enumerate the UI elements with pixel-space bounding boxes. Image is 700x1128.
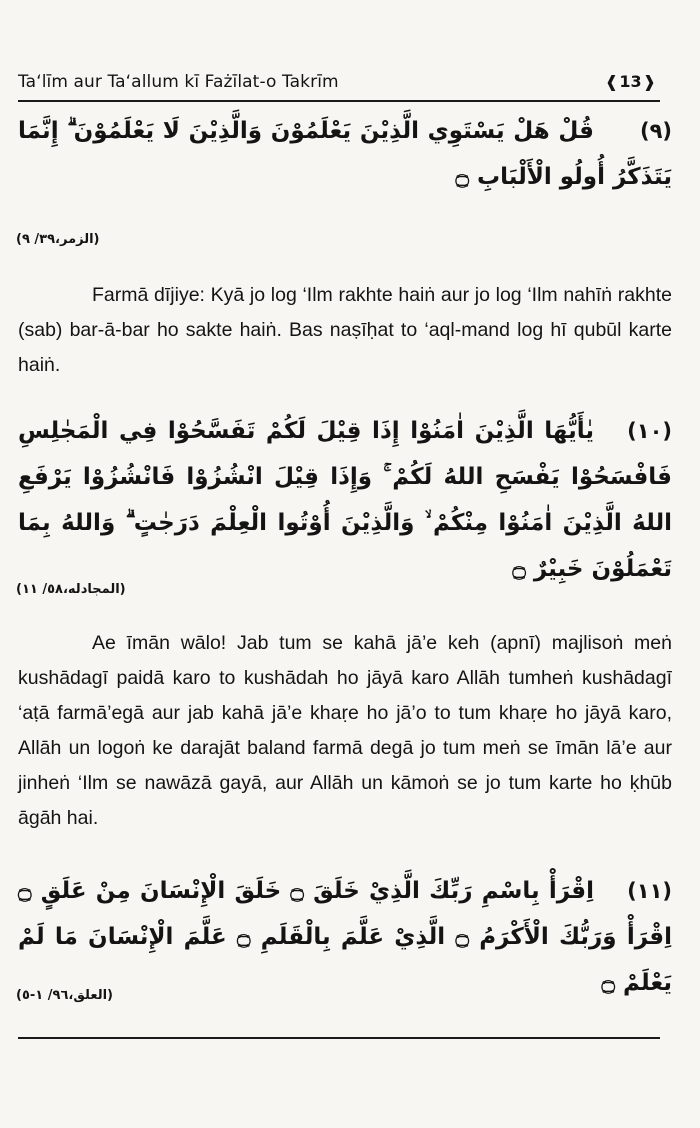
footer-rule bbox=[18, 1037, 660, 1039]
arabic-verse-11 bbox=[18, 868, 672, 1006]
verse-number-9: (٩) bbox=[639, 119, 672, 143]
verse-reference-9: (الزمر،٣٩/ ٩) bbox=[16, 232, 100, 247]
running-title: Ta‘līm aur Ta‘allum kī Fażīlat-o Takrīm bbox=[18, 72, 339, 92]
translation-9: Farmā dījiye: Kyā jo log ‘Ilm rakhte haiṅ aur jo log ‘Ilm nahīṅ rakhte (sab) bar-ā-bar ho sakte haiṅ. Bas naṣīḥat to ‘aql-mand log hī qubūl karte haiṅ. bbox=[18, 284, 672, 376]
page-header bbox=[18, 70, 660, 102]
page-number: ❰ 13 ❱ bbox=[605, 72, 656, 91]
arabic-text-10: يٰأَيُّهَا الَّذِيْنَ اٰمَنُوْا إِذَا قِيْلَ لَكُمْ تَفَسَّحُوْا فِي الْمَجٰلِسِ فَافْسَحُوْا يَفْسَحِ اللهُ لَكُمْ ۚ وَإِذَا قِيْلَ انْشُزُوْا فَانْشُزُوْا يَرْفَعِ اللهُ الَّذِيْنَ اٰمَنُوْا مِنْكُمْ ۙ وَالَّذِيْنَ أُوْتُوا الْعِلْمَ دَرَجٰتٍ ۗ وَاللهُ بِمَا تَعْمَلُوْنَ خَبِيْرٌ ۝ bbox=[18, 418, 672, 582]
arabic-text-9: قُلْ هَلْ يَسْتَوِي الَّذِيْنَ يَعْلَمُوْنَ وَالَّذِيْنَ لَا يَعْلَمُوْنَ ۗ إِنَّمَا يَتَذَكَّرُ أُولُو الْأَلْبَابِ ۝ bbox=[18, 118, 672, 190]
verse-reference-10: (المجادله،٥٨/ ١١) bbox=[16, 582, 126, 597]
arabic-text-11: اِقْرَأْ بِاسْمِ رَبِّكَ الَّذِيْ خَلَقَ ۝ خَلَقَ الْإِنْسَانَ مِنْ عَلَقٍ ۝ اِقْرَأْ وَرَبُّكَ الْأَكْرَمُ ۝ الَّذِيْ عَلَّمَ بِالْقَلَمِ ۝ عَلَّمَ الْإِنْسَانَ مَا لَمْ يَعْلَمْ ۝ bbox=[18, 878, 672, 996]
arabic-verse-10 bbox=[18, 408, 672, 592]
verse-number-11: (١١) bbox=[627, 879, 672, 903]
verse-number-10: (١٠) bbox=[627, 419, 672, 443]
verse-reference-11: (العلق،٩٦/ ١-٥) bbox=[16, 988, 113, 1003]
arabic-verse-9 bbox=[18, 108, 672, 200]
translation-10: Ae īmān wālo! Jab tum se kahā jā’e keh (apnī) majlisoṅ meṅ kushādagī paidā karo to kushādah ho jāyā karo Allāh tumheṅ kushādagī ‘aṭā farmā’egā aur jab kahā jā’e khaṛe ho jā’o to tum khaṛe ho jāyā karo, Allāh un logoṅ ke darajāt baland farmā degā jo tum meṅ se īmān lā’e aur jinheṅ ‘Ilm se nawāzā gayā, aur Allāh un kāmoṅ se jo tum karte ho ḳhūb āgāh hai. bbox=[18, 632, 672, 829]
